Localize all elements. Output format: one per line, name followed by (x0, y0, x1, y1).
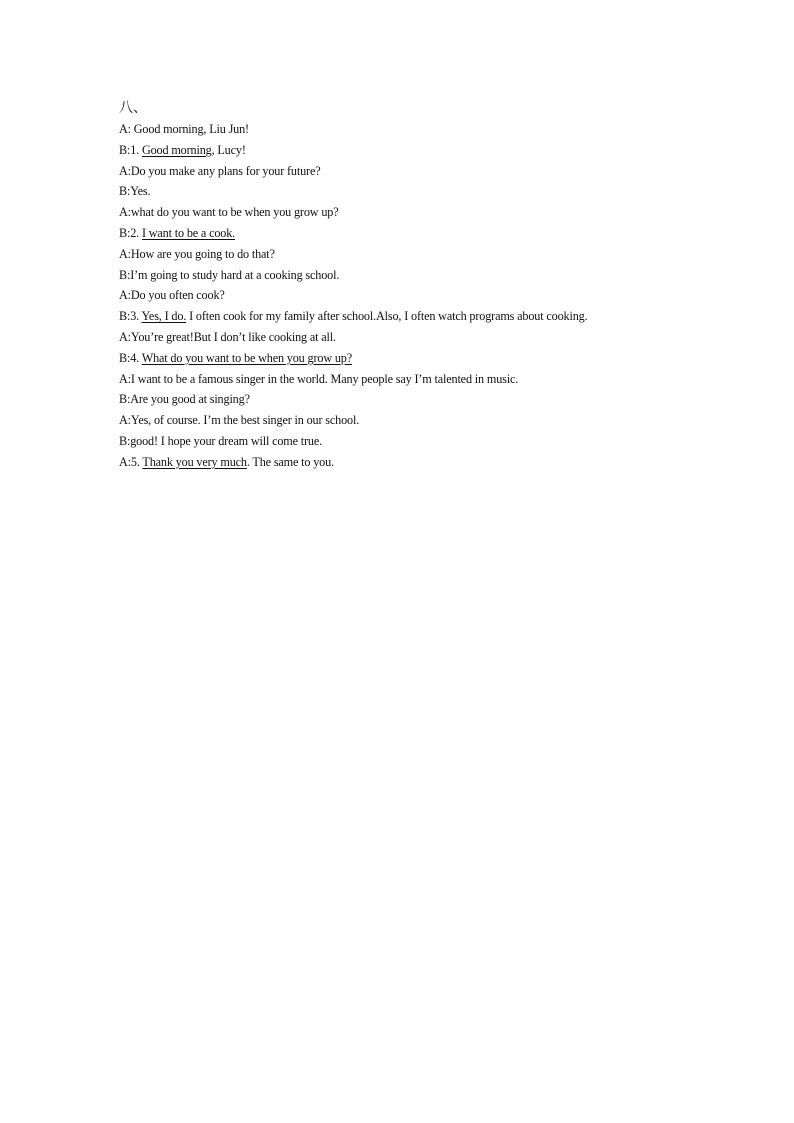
line-text: A:Yes, of course. I’m the best singer in our school. (119, 413, 360, 428)
dialogue-line (119, 161, 719, 182)
line-text: B:3. (119, 309, 142, 324)
dialogue-line (119, 140, 719, 161)
line-text: A:5. (119, 454, 143, 469)
dialogue-line (119, 431, 719, 452)
line-text: A:I want to be a famous singer in the world. Many people say I’m talented in music. (119, 371, 519, 386)
answer-blank: Yes, I do. (141, 309, 187, 324)
dialogue-line (119, 306, 719, 327)
answer-blank: Thank you very much (142, 454, 247, 469)
dialogue-line (119, 410, 719, 431)
dialogue-line (119, 369, 719, 390)
line-text: B:4. (119, 350, 142, 365)
line-text: B:Are you good at singing? (119, 392, 250, 407)
line-text: A:what do you want to be when you grow up? (119, 205, 339, 220)
dialogue-line (119, 181, 719, 202)
line-text: A: Good morning, Liu Jun! (119, 122, 249, 136)
line-text: B:Yes. (119, 184, 151, 199)
answer-blank: Good morning (141, 142, 212, 157)
dialogue-section (119, 99, 719, 473)
dialogue-line (119, 285, 719, 306)
line-text: A:How are you going to do that? (119, 246, 275, 261)
line-text: I often cook for my family after school.Also, I often watch programs about cooking. (186, 309, 588, 324)
line-text: B:I’m going to study hard at a cooking school. (119, 267, 340, 282)
line-text: B:good! I hope your dream will come true. (119, 433, 323, 448)
line-text: A:Do you often cook? (119, 288, 225, 303)
dialogue-line (119, 327, 719, 348)
dialogue-line (119, 452, 719, 473)
dialogue-line (119, 348, 719, 369)
line-text: A:Do you make any plans for your future? (119, 163, 321, 178)
line-text: , Lucy! (211, 142, 246, 157)
line-text: A:You’re great!But I don’t like cooking at all. (119, 329, 336, 344)
dialogue-line (119, 223, 719, 244)
dialogue-line (119, 119, 719, 140)
answer-blank: What do you want to be when you grow up? (141, 350, 353, 365)
dialogue-line (119, 265, 719, 286)
dialogue-line (119, 389, 719, 410)
line-text: B:1. (119, 142, 142, 157)
dialogue-line (119, 244, 719, 265)
line-text: B:2. (119, 225, 142, 240)
dialogue-line (119, 202, 719, 223)
answer-blank: I want to be a cook. (141, 225, 236, 240)
line-text: . The same to you. (246, 454, 334, 469)
section-heading: 八、 (119, 101, 147, 116)
